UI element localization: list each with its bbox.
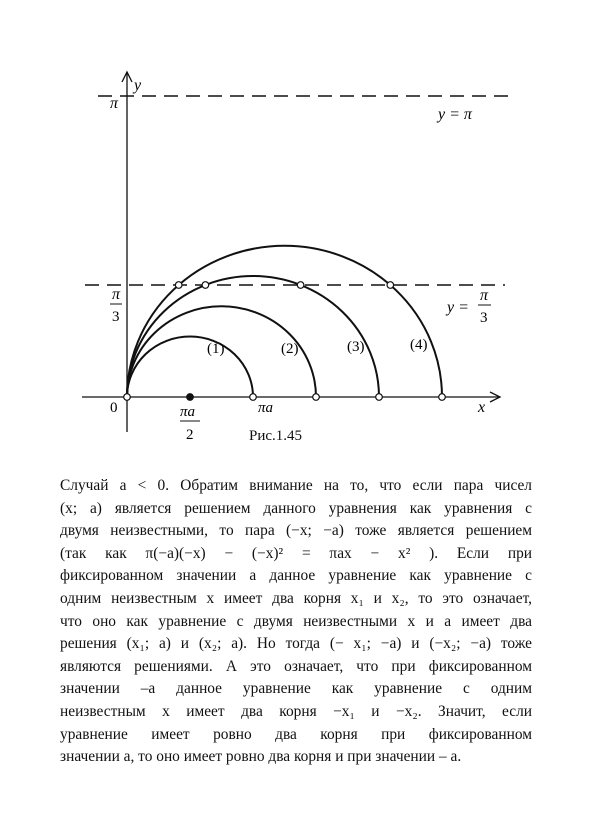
intersection-4-right (387, 282, 394, 289)
paragraph-line: являются решениями. А это означает, что при фиксированном (60, 657, 532, 675)
curve-3 (127, 276, 379, 397)
paragraph-line: что оно как уравнение с двумя неизвестными x и a имеет два (60, 612, 532, 630)
curve-4 (127, 246, 442, 397)
y-tick-pi: π (110, 95, 119, 112)
y-axis-label: y (134, 77, 142, 94)
curve-end-point-2 (313, 394, 320, 401)
paragraph-line: уравнение имеет ровно два корня при фиксированном (60, 725, 532, 743)
curve-1 (127, 337, 253, 397)
intersection-3-right (297, 282, 304, 289)
origin-label: 0 (110, 400, 118, 416)
label-y-pi3-num: π (480, 287, 489, 304)
x-tick-pia2-den: 2 (186, 427, 194, 443)
intersection-4-left (175, 282, 182, 289)
paragraph-line: неизвестным x имеет два корня −x₁ и −x₂. Значит, если (60, 702, 532, 720)
point-pia2 (187, 394, 194, 401)
figure-caption: Рис.1.45 (248, 428, 303, 444)
intersection-3-left (202, 282, 209, 289)
curve-label-1: (1) (207, 341, 225, 357)
curves-group (127, 246, 442, 397)
x-axis-label: x (478, 399, 486, 416)
curve-end-point-3 (376, 394, 383, 401)
y-tick-pi3-num: π (112, 286, 121, 303)
paragraph-line: (так как π(−a)(−x) − (−x)² = πax − x² ). Если при (60, 544, 532, 562)
curve-label-4: (4) (410, 337, 428, 353)
curve-end-point-1 (250, 394, 257, 401)
paragraph-line: одним неизвестным x имеет два корня x₁ и x₂, то это означает, (60, 589, 532, 607)
curve-end-point-4 (439, 394, 446, 401)
origin-point (124, 394, 131, 401)
x-tick-pia: πa (258, 400, 274, 416)
curve-label-2: (2) (281, 341, 299, 357)
paragraph-line: значении a, то оно имеет ровно два корня и при значении – a. (60, 748, 462, 766)
paragraph-line: значении –a данное уравнение как уравнение с одним (60, 680, 532, 698)
paragraph-line: решения (x₁; a) и (x₂; a). Но тогда (− x₁; −a) и (−x₂; −a) тоже (60, 635, 532, 653)
paragraph-line: двумя неизвестными, то пара (−x; −a) тоже является решением (60, 522, 532, 540)
paragraph-line: Случай a < 0. Обратим внимание на то, что если пара чисел (60, 477, 532, 494)
paragraph-line: фиксированном значении a данное уравнение как уравнение с (60, 567, 532, 585)
x-tick-pia2-num: πa (180, 404, 196, 420)
label-y-pi3-den: 3 (480, 310, 488, 326)
label-y-pi3-left: y = (447, 299, 473, 316)
y-tick-pi3-den: 3 (112, 309, 120, 325)
curve-label-3: (3) (347, 339, 365, 355)
body-paragraph (60, 475, 532, 769)
label-y-pi: y = π (438, 106, 472, 123)
paragraph-line: (x; a) является решением данного уравнения как уравнения с (60, 499, 532, 517)
